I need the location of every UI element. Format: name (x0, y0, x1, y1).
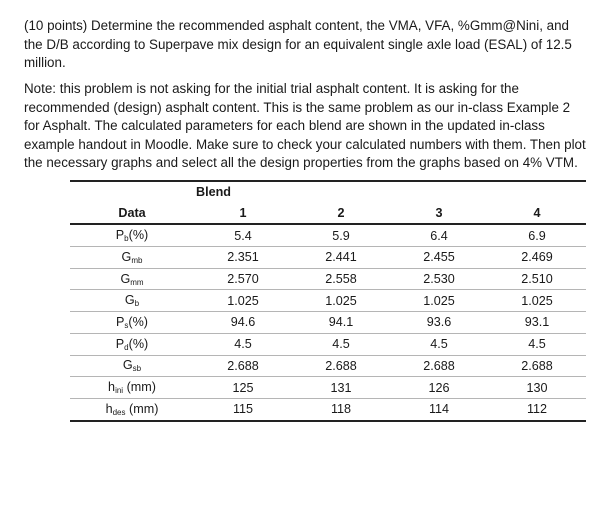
data-column-header: Data (70, 203, 194, 225)
table-cell: 6.9 (488, 224, 586, 246)
table-cell: 2.570 (194, 268, 292, 290)
table-cell: 114 (390, 398, 488, 420)
table-cell: 2.469 (488, 247, 586, 269)
row-label: $h_{des}$ (mm) (70, 398, 194, 420)
table-row (70, 290, 586, 312)
table-cell: 1.025 (390, 290, 488, 312)
table-cell: 94.1 (292, 312, 390, 334)
table-cell: 2.688 (390, 355, 488, 377)
row-label: $G_{mm}$ (70, 268, 194, 290)
table-cell: 112 (488, 398, 586, 420)
table-cell: 94.6 (194, 312, 292, 334)
table-row (70, 377, 586, 399)
question-text: (10 points) Determine the recommended asphalt content, the VMA, VFA, %Gmm@Nini, and the D/B according to Superpave mix design for an equivalent single axle load (ESAL) of 12.5 million. (24, 18, 572, 70)
table-cell: 4.5 (292, 333, 390, 355)
table-row (70, 268, 586, 290)
row-label: $h_{ini}$ (mm) (70, 377, 194, 399)
row-label: $G_{sb}$ (70, 355, 194, 377)
table-cell: 93.1 (488, 312, 586, 334)
table-cell: 6.4 (390, 224, 488, 246)
row-label: $G_{mb}$ (70, 247, 194, 269)
table-cell: 2.455 (390, 247, 488, 269)
row-label: $G_b$ (70, 290, 194, 312)
table-cell: 130 (488, 377, 586, 399)
table-row (70, 312, 586, 334)
blend-3-header: 3 (390, 203, 488, 225)
table-cell: 2.351 (194, 247, 292, 269)
row-label: $P_d(\%)$ (70, 333, 194, 355)
table-cell: 2.441 (292, 247, 390, 269)
column-header-row (70, 203, 586, 225)
blend-group-header: Blend (194, 181, 586, 203)
table-cell: 5.4 (194, 224, 292, 246)
table-cell: 2.558 (292, 268, 390, 290)
table-cell: 125 (194, 377, 292, 399)
table-body (70, 224, 586, 420)
table-cell: 131 (292, 377, 390, 399)
table-row (70, 247, 586, 269)
table-cell: 118 (292, 398, 390, 420)
blend-1-header: 1 (194, 203, 292, 225)
table-cell: 93.6 (390, 312, 488, 334)
table-cell: 4.5 (194, 333, 292, 355)
table-cell: 2.688 (292, 355, 390, 377)
blend-data-table (70, 180, 586, 422)
table-cell: 5.9 (292, 224, 390, 246)
row-label: $P_s(\%)$ (70, 312, 194, 334)
note-text: Note: this problem is not asking for the initial trial asphalt content. It is asking for the recommended (design) asphalt content. This is the same problem as our in-class Example 2 for Asphalt. The calculated parameters for each blend are shown in the updated in-class example handout in Moodle. Make sure to check your calculated numbers with them. Then plot the necessary graphs and select all the design properties from the graphs based on 4% VTM. (24, 81, 586, 170)
table-cell: 4.5 (488, 333, 586, 355)
blend-4-header: 4 (488, 203, 586, 225)
table-cell: 1.025 (488, 290, 586, 312)
table-cell: 115 (194, 398, 292, 420)
table-row (70, 333, 586, 355)
table-cell: 2.510 (488, 268, 586, 290)
table-cell: 1.025 (194, 290, 292, 312)
table-cell: 1.025 (292, 290, 390, 312)
table-cell: 2.688 (194, 355, 292, 377)
table-cell: 4.5 (390, 333, 488, 355)
blend-group-header-row (70, 181, 586, 203)
blend-2-header: 2 (292, 203, 390, 225)
table-cell: 126 (390, 377, 488, 399)
table-row (70, 355, 586, 377)
table-cell: 2.688 (488, 355, 586, 377)
table-row (70, 224, 586, 246)
row-label: $P_b(\%)$ (70, 224, 194, 246)
table-row (70, 398, 586, 420)
table-cell: 2.530 (390, 268, 488, 290)
